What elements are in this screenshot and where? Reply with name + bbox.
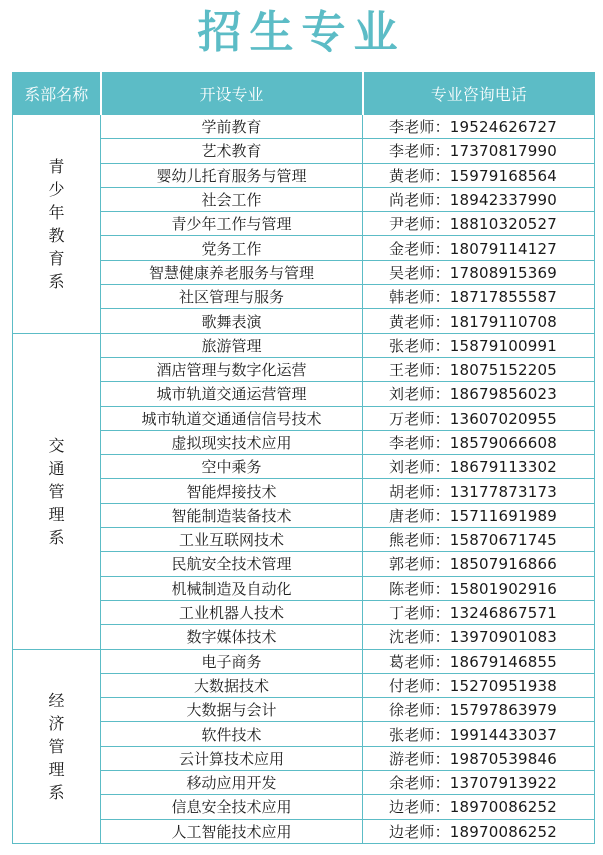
contact-cell: 韩老师：18717855587 — [363, 285, 595, 309]
table-row — [13, 771, 595, 795]
major-cell: 智慧健康养老服务与管理 — [101, 260, 363, 284]
table-row — [13, 746, 595, 770]
table-header-row — [13, 73, 595, 115]
major-cell: 社区管理与服务 — [101, 285, 363, 309]
table-row — [13, 528, 595, 552]
major-cell: 青少年工作与管理 — [101, 212, 363, 236]
contact-cell: 唐老师：15711691989 — [363, 503, 595, 527]
major-cell: 云计算技术应用 — [101, 746, 363, 770]
table-body — [13, 115, 595, 844]
contact-cell: 金老师：18079114127 — [363, 236, 595, 260]
header-department: 系部名称 — [13, 73, 101, 115]
major-cell: 机械制造及自动化 — [101, 576, 363, 600]
contact-cell: 郭老师：18507916866 — [363, 552, 595, 576]
major-cell: 智能焊接技术 — [101, 479, 363, 503]
table-row — [13, 163, 595, 187]
contact-cell: 吴老师：17808915369 — [363, 260, 595, 284]
contact-cell: 付老师：15270951938 — [363, 673, 595, 697]
table-row — [13, 212, 595, 236]
contact-cell: 陈老师：15801902916 — [363, 576, 595, 600]
table-row — [13, 382, 595, 406]
table-row — [13, 600, 595, 624]
table-row — [13, 795, 595, 819]
contact-cell: 尹老师：18810320527 — [363, 212, 595, 236]
contact-cell: 余老师：13707913922 — [363, 771, 595, 795]
major-cell: 学前教育 — [101, 115, 363, 139]
table-row — [13, 625, 595, 649]
table-row — [13, 187, 595, 211]
major-cell: 工业互联网技术 — [101, 528, 363, 552]
major-cell: 旅游管理 — [101, 333, 363, 357]
major-cell: 智能制造装备技术 — [101, 503, 363, 527]
table-row — [13, 333, 595, 357]
table-row — [13, 309, 595, 333]
department-label: 经济管理系 — [48, 690, 65, 802]
major-cell: 工业机器人技术 — [101, 600, 363, 624]
table-row — [13, 455, 595, 479]
contact-cell: 李老师：19524626727 — [363, 115, 595, 139]
major-cell: 数字媒体技术 — [101, 625, 363, 649]
table-row — [13, 430, 595, 454]
header-major: 开设专业 — [101, 73, 363, 115]
table-row — [13, 649, 595, 673]
table-row — [13, 552, 595, 576]
contact-cell: 尚老师：18942337990 — [363, 187, 595, 211]
department-label: 交通管理系 — [48, 435, 65, 547]
major-cell: 民航安全技术管理 — [101, 552, 363, 576]
major-cell: 酒店管理与数字化运营 — [101, 357, 363, 381]
contact-cell: 张老师：19914433037 — [363, 722, 595, 746]
table-row — [13, 479, 595, 503]
contact-cell: 刘老师：18679856023 — [363, 382, 595, 406]
table-row — [13, 236, 595, 260]
major-cell: 城市轨道交通通信信号技术 — [101, 406, 363, 430]
table-row — [13, 722, 595, 746]
contact-cell: 黄老师：18179110708 — [363, 309, 595, 333]
department-label: 青少年教育系 — [48, 156, 65, 291]
table-row — [13, 819, 595, 843]
table-row — [13, 139, 595, 163]
major-cell: 软件技术 — [101, 722, 363, 746]
contact-cell: 游老师：19870539846 — [363, 746, 595, 770]
major-cell: 信息安全技术应用 — [101, 795, 363, 819]
contact-cell: 边老师：18970086252 — [363, 795, 595, 819]
table-row — [13, 260, 595, 284]
contact-cell: 葛老师：18679146855 — [363, 649, 595, 673]
department-name — [13, 649, 101, 843]
table-row — [13, 503, 595, 527]
contact-cell: 沈老师：13970901083 — [363, 625, 595, 649]
page-title: 招生专业 — [197, 7, 406, 58]
table-row — [13, 576, 595, 600]
major-cell: 党务工作 — [101, 236, 363, 260]
table-row — [13, 357, 595, 381]
contact-cell: 边老师：18970086252 — [363, 819, 595, 843]
major-cell: 城市轨道交通运营管理 — [101, 382, 363, 406]
table-row — [13, 285, 595, 309]
major-cell: 人工智能技术应用 — [101, 819, 363, 843]
table-row — [13, 673, 595, 697]
contact-cell: 胡老师：13177873173 — [363, 479, 595, 503]
major-cell: 大数据与会计 — [101, 698, 363, 722]
contact-cell: 刘老师：18679113302 — [363, 455, 595, 479]
major-cell: 艺术教育 — [101, 139, 363, 163]
contact-cell: 李老师：17370817990 — [363, 139, 595, 163]
major-cell: 空中乘务 — [101, 455, 363, 479]
table-row — [13, 115, 595, 139]
department-name — [13, 115, 101, 334]
major-cell: 社会工作 — [101, 187, 363, 211]
table-row — [13, 698, 595, 722]
contact-cell: 黄老师：15979168564 — [363, 163, 595, 187]
major-cell: 大数据技术 — [101, 673, 363, 697]
majors-table — [12, 72, 595, 844]
department-name — [13, 333, 101, 649]
major-cell: 虚拟现实技术应用 — [101, 430, 363, 454]
major-cell: 电子商务 — [101, 649, 363, 673]
major-cell: 移动应用开发 — [101, 771, 363, 795]
contact-cell: 丁老师：13246867571 — [363, 600, 595, 624]
major-cell: 婴幼儿托育服务与管理 — [101, 163, 363, 187]
major-cell: 歌舞表演 — [101, 309, 363, 333]
contact-cell: 熊老师：15870671745 — [363, 528, 595, 552]
contact-cell: 李老师：18579066608 — [363, 430, 595, 454]
contact-cell: 万老师：13607020955 — [363, 406, 595, 430]
contact-cell: 王老师：18075152205 — [363, 357, 595, 381]
header-phone: 专业咨询电话 — [363, 73, 595, 115]
contact-cell: 张老师：15879100991 — [363, 333, 595, 357]
contact-cell: 徐老师：15797863979 — [363, 698, 595, 722]
table-row — [13, 406, 595, 430]
